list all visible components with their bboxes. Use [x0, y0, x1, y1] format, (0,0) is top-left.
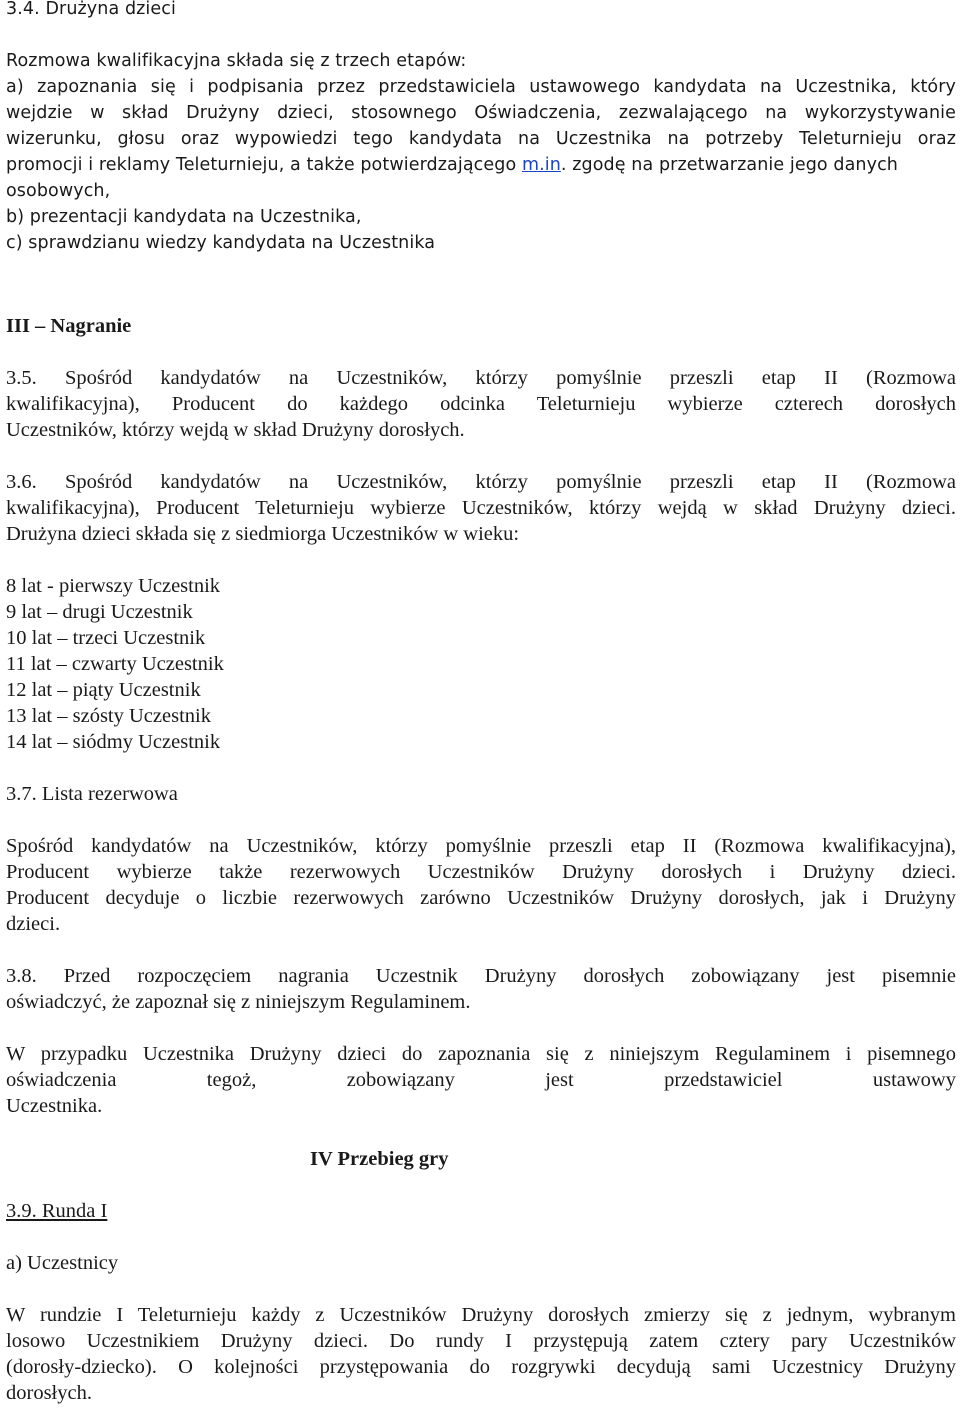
section-3-5-line-3: Uczestników, którzy wejdą w skład Drużyny dorosłych. — [6, 419, 465, 441]
section-3-4-item-a-line-4-text: promocji i reklamy Teleturnieju, a także potwierdzającego — [6, 155, 522, 175]
age-list-item: 14 lat – siódmy Uczestnik — [6, 731, 221, 753]
section-3-5-line-1: 3.5. Spośród kandydatów na Uczestników, którzy pomyślnie przeszli etap II (Rozmowa — [6, 367, 956, 389]
section-heading-3-7: 3.7. Lista rezerwowa — [6, 783, 178, 805]
section-3-9-line-3: (dorosły-dziecko). O kolejności przystępowania do rozgrywki decydują sami Uczestnicy Drużyny — [6, 1356, 956, 1378]
section-3-4-item-a-line-2: wejdzie w skład Drużyny dzieci, stosownego Oświadczenia, zezwalającego na wykorzystywanie — [6, 103, 956, 123]
section-3-9-line-4: dorosłych. — [6, 1382, 92, 1404]
section-3-6-line-1: 3.6. Spośród kandydatów na Uczestników, którzy pomyślnie przeszli etap II (Rozmowa — [6, 471, 956, 493]
age-list-item: 10 lat – trzeci Uczestnik — [6, 627, 206, 649]
section-3-4-intro: Rozmowa kwalifikacyjna składa się z trzech etapów: — [6, 51, 467, 71]
section-3-8-paragraph-2-line-3: Uczestnika. — [6, 1095, 103, 1117]
section-3-8-line-1: 3.8. Przed rozpoczęciem nagrania Uczestnik Drużyny dorosłych zobowiązany jest pisemnie — [6, 965, 956, 987]
section-3-4-item-a-line-1: a) zapoznania się i podpisania przez przedstawiciela ustawowego kandydata na Uczestnika, który — [6, 77, 956, 97]
age-list-item: 8 lat - pierwszy Uczestnik — [6, 575, 221, 597]
age-list-item: 13 lat – szósty Uczestnik — [6, 705, 211, 727]
section-3-4-item-a-line-3: wizerunku, głosu oraz wypowiedzi tego kandydata na Uczestnika na potrzeby Teleturnieju oraz — [6, 129, 956, 149]
section-3-9-line-2: losowo Uczestnikiem Drużyny dzieci. Do rundy I przystępują zatem cztery pary Uczestników — [6, 1330, 956, 1352]
section-3-4-item-a-line-5: osobowych, — [6, 181, 111, 201]
section-3-4-item-b: b) prezentacji kandydata na Uczestnika, — [6, 207, 362, 227]
section-3-5-line-2: kwalifikacyjna), Producent do każdego odcinka Teleturnieju wybierze czterech dorosłych — [6, 393, 956, 415]
section-3-7-line-3: Producent decyduje o liczbie rezerwowych zarówno Uczestników Drużyny dorosłych, jak i Drużyny — [6, 887, 956, 909]
section-3-4-item-c: c) sprawdzianu wiedzy kandydata na Uczestnika — [6, 233, 436, 253]
age-list-item: 12 lat – piąty Uczestnik — [6, 679, 201, 701]
section-3-6-line-2: kwalifikacyjna), Producent Teleturnieju wybierze Uczestników, którzy wejdą w skład Drużyny dzieci. — [6, 497, 956, 519]
section-3-8-paragraph-2-line-2: oświadczenia tegoż, zobowiązany jest przedstawiciel ustawowy — [6, 1069, 956, 1091]
age-list-item: 11 lat – czwarty Uczestnik — [6, 653, 224, 675]
section-3-7-line-4: dzieci. — [6, 913, 61, 935]
section-3-8-line-2: oświadczyć, że zapoznał się z niniejszym Regulaminem. — [6, 991, 471, 1013]
section-3-8-paragraph-2-line-1: W przypadku Uczestnika Drużyny dzieci do zapoznania się z niniejszym Regulaminem i pisemnego — [6, 1043, 956, 1065]
section-3-7-line-2: Producent wybierze także rezerwowych Uczestników Drużyny dorosłych i Drużyny dzieci. — [6, 861, 956, 883]
section-3-9-line-1: W rundzie I Teleturnieju każdy z Uczestników Drużyny dorosłych zmierzy się z jednym, wybranym — [6, 1304, 956, 1326]
section-3-9-subheading: a) Uczestnicy — [6, 1252, 119, 1274]
age-list-item: 9 lat – drugi Uczestnik — [6, 601, 193, 623]
section-3-7-line-1: Spośród kandydatów na Uczestników, którzy pomyślnie przeszli etap II (Rozmowa kwalifikacyjna), — [6, 835, 956, 857]
section-heading-3-9: 3.9. Runda I — [6, 1200, 108, 1222]
chapter-heading-iii: III – Nagranie — [6, 315, 132, 337]
chapter-heading-iv: IV Przebieg gry — [310, 1148, 449, 1170]
section-3-4-item-a-line-4 — [6, 157, 898, 175]
section-3-4-item-a-line-4-tail: . zgodę na przetwarzanie jego danych — [560, 155, 898, 175]
section-3-6-line-3: Drużyna dzieci składa się z siedmiorga Uczestników w wieku: — [6, 523, 520, 545]
m-in-link[interactable]: m.in — [521, 155, 561, 175]
section-heading-3-4: 3.4. Drużyna dzieci — [6, 0, 176, 19]
